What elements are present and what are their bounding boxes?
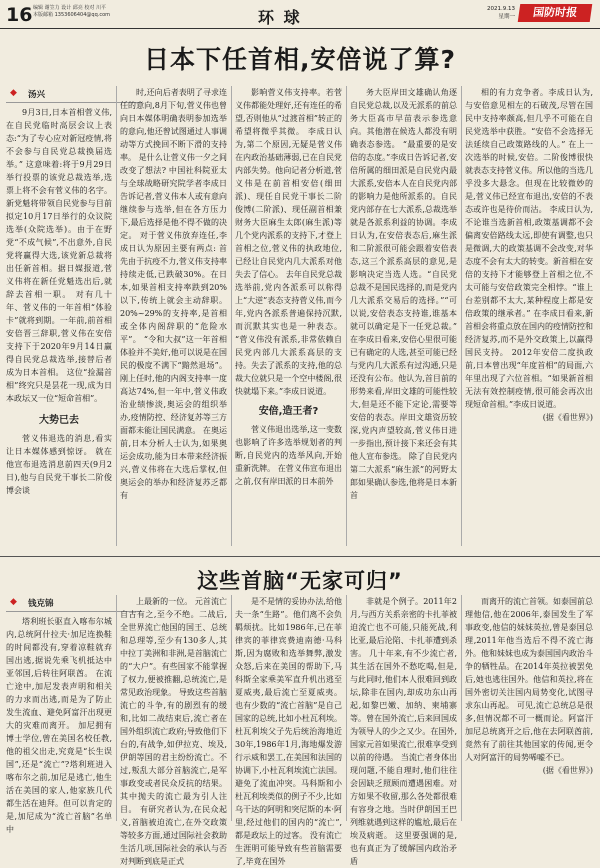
article1-author: ◆ 汤兴 bbox=[6, 88, 112, 100]
column-divider bbox=[346, 595, 347, 821]
article2-column-5 bbox=[465, 595, 593, 821]
column-divider bbox=[231, 86, 232, 546]
article2-column-3 bbox=[235, 595, 342, 866]
editors-info bbox=[33, 5, 173, 19]
article1-column-5 bbox=[465, 86, 593, 546]
article2-text: 而离开的流亡首领。如泰国前总理他信,他在2006年,泰国发生了军事政变,他信的妹妹英拉,曾是泰国总理,2011年他当选后不得不流亡海外。他和妹妹也成为泰国国内政治斗争的牺牲品。在2014年英拉被罢免后,她也逃往国外。他信和英拉,将在国外密切关注国内局势变化,试图寻求东山再起。 可见,流亡总统总是很多,但情况都不可一概而论。阿富汗加尼总统离开之后,他在去阿联酋前,竟然有了前往其他国家的传闻,更令人对阿富汗的局势唏嘘不已。 bbox=[465, 597, 593, 762]
column-divider bbox=[231, 595, 232, 821]
article2-text: 非就是个例子。2011年2月,与西方关系亲密的卡扎菲被迫流亡也不可能,只能死战,利比亚,最后沦陷、卡扎菲遭到杀害。 几十年来,有不少流亡者,其生活在国外不愁吃喝,但是,与此同时,他们本人很难回到政坛,除非在国内,却成功东山再起,如黎巴嫩、加纳、柬埔寨等。曾在国外流亡,后来回国成为领导人的少之又少。在国外,国家元首如果流亡,很难享受到以前的待遇。 当流亡者身体出现问题,不能自理时,他们往往会因缺乏照顾而遭遇困难。对方如果不收留,那么各处都很难有容身之地。当时伊朗国王巴列维就遇到这样的尴尬,最后在埃及病逝。 这里要强调的是,也有真正为了缓解国内政治矛盾 bbox=[350, 597, 457, 866]
article1-headline: 日本下任首相,安倍说了算? bbox=[143, 45, 456, 74]
article2-column-4 bbox=[350, 595, 457, 866]
article1-column-3 bbox=[235, 86, 342, 546]
section-title: 环 球 bbox=[258, 8, 302, 27]
article2-signature: (据《看世界》) bbox=[542, 766, 593, 775]
article1-text: 影响菅义伟支持率。若菅义伟都能处理好,还有连任的希望,否则他从“过渡首相”转正的希望将微乎其微。 李成日认为,第二个原因,无疑是菅义伟在内政治基础薄弱,已在自民党内部失势。他向记者分析道,菅义伟是在前首相安倍(细田派)、现任自民党干事长二阶俊博(二阶派)、现任副首相兼财务大臣麻生太郎(麻生派)等几个党内派系的支持下,才登上首相之位,菅义伟的执政地位,已经让自民党内几大派系对他失去了信心。 去年自民党总裁选举前,党内各派系可以称得上“大逆”表态支持菅义伟,而今年,党内各派系普遍保持沉默,而沉默其实也是一种表态。 “菅义伟没有派系,非常依赖自民党内部几大派系高层的支持。失去了派系的支持,他的总裁大位就只是一个空中楼阁,很快就塌下来。”李成日说道。 bbox=[235, 88, 342, 396]
page-number: 16 bbox=[6, 4, 33, 26]
article2-author: ◆ 钱克锦 bbox=[6, 597, 112, 609]
editors-line: 编辑 谢笠力 设计 邱亮 校对 川平 bbox=[33, 5, 106, 11]
article2-text: 是不是情的妥协办法,给他夫一条“生路”。他们离不会负羁烦扰。比如1986年,已在菲律宾的菲律宾费迪南德·马科斯,因为腐败和选举舞弊,激发众怒,后来在美国的帮助下,马科斯全家乘美军直升机出逃至夏威夷,最后流亡至夏威夷。 也有少数的“流亡首脑”是自己国家的总统,比如小杜瓦利埃。杜瓦利埃父子先后统治海地近30年,1986年1月,海地爆发游行示威和罢工,在美国和法国的协调下,小杜瓦利埃流亡法国。避免了流血冲突。马科斯和小杜瓦利埃类似的例子不少,比如乌干达的阿明和突尼斯的本·阿里,经过他们的国内的“流亡”,都是政坛上的过客。 没有流亡生涯明可能导致有些首脑需要了,毕竟在国外 bbox=[235, 597, 342, 866]
column-divider bbox=[346, 86, 347, 546]
header-rule bbox=[0, 28, 600, 29]
column-divider bbox=[116, 595, 117, 821]
article1-column-2 bbox=[120, 86, 227, 546]
column-divider bbox=[116, 86, 117, 546]
brand-logo: 国防时报 bbox=[518, 4, 593, 22]
article1-text: 菅义伟退选的消息,看实让日本媒体感到惊讶。 就在他宣布退选消息前四天(9月2日),他与自民党干事长二阶俊博会谈 bbox=[6, 434, 112, 495]
date-text: 2021.9.13 bbox=[487, 6, 515, 12]
page-header bbox=[0, 0, 600, 30]
article1-column-1 bbox=[6, 86, 112, 546]
article2-headline: 这些首脑“无家可归” bbox=[197, 569, 403, 593]
article1-text: 9月3日,日本首相菅义伟,在自民党临时高层会议上表态:“为了专心应对新冠疫情,将不会参与自民党总裁换届选举。” 这意味着:将于9月29日举行投票的该党总裁选举,选票上将不会有菅义伟的名字。新党魁将带领自民党参与目前拟定10月17日举行的众议院选举(众院选举)。由于在野党“不成气候”,不出意外,自民党将赢得大选,该党新总裁将出任新首相。据日媒报道,菅义伟将在新任党魁选出后,就辞去首相一职。 对有几十年、菅义伟的一年首相“体验卡”就将到期。一年前,前首相安倍晋三辞职,菅义伟在安倍支持下于2020年9月14日赢得自民党总裁选举,接替后者成为日本首相。 这位“捡漏首相”终究只是昙花一现,成为日本政坛又一位“短命首相”。 bbox=[6, 108, 112, 403]
article2-text: 上最新的一位。 元首流亡自古有之,至今不绝。二战后,全世界流亡他国的国王、总统和总理等,至少有130多人,其中拉丁美洲和非洲,是首脑流亡的“大户”。有些国家不能掌握了权力,便被推翻,总统流亡,是常见政治现象。 导致这些首脑流亡的斗争,有的剧烈有的缓和,比如二战结束后,流亡者在国外组织流亡政府;导致他们下台的,有战争,如伊拉克、埃及,伊朗等国的君主纷纷流亡。不过,叛乱大部分首脑流亡,是军事政变或者民众反抗的结果。其中抛夫的流亡最为引人注目。 有研究者认为,在民众起义,首脑被迫流亡,在外交政策等较多方面,通过国际社会救助生活几项,国际社会的承认与否对判断到底是正式 bbox=[120, 597, 227, 866]
article1-subheading-1: 大势已去 bbox=[39, 415, 79, 426]
article1-text: 相的有力竞争者。李成日认为,与安倍意见相左的石破茂,尽管在国民中支持率颇高,但几乎不可能在自民党选举中获胜。“安倍不会选择无法延续自己政策路线的人。” 在上一次选举的时候,安倍。二阶俊博很快就表态支持菅义伟。所以他的当选几乎没多大悬念。但现在比较微妙的是,菅义伟已经宣布退出,安倍的不表态或许也是待价而沽。 李成日认为,不论谁当选新首相,政策基调都不会偏离安倍路线太远,即使有调整,也只是微调,大的政策基调不会改变,对华态度不会有太大的转变。新首相在安倍的支持下才能够登上首相之位,不太可能与安倍政策完全相悖。“谁上台差别都不太大,某种程度上都是安倍政策的继承者。” 在李成日看来,新首相会将重点放在国内的疫情防控和经济复苏,而不是外交政策上,以赢得国民支持。 2012年安倍二度执政前,日本曾出现“年度首相”的局面,六年里出现了六位首相。“如果新首相无法有效控制疫情,很可能会再次出现短命首相。”李成日说道。 bbox=[465, 88, 593, 409]
issue-date bbox=[455, 5, 515, 21]
article2-column-2 bbox=[120, 595, 227, 866]
article2-column-1 bbox=[6, 595, 112, 834]
article1-subheading-2: 安倍,造王者? bbox=[258, 406, 319, 417]
column-divider bbox=[461, 86, 462, 546]
article2-text: 塔利班长驱直入喀布尔城内,总统阿什拉夫·加尼连换鞋的时间都没有,穿着凉鞋就弃国出逃,据说先乘飞机抵达中亚邻国,后转往阿联酋。 在流亡途中,加尼发表声明和相关的力求而出逃,而是为了防止发生流血、避免阿富汗出现更大的灾难而离开。 加尼拥有博士学位,曾在美国名校任教,他的祖父出走,究竟是“长生误国”,还是“流亡”?塔利班进入喀布尔之前,加尼是逃亡,他生活在美国的家人,他家族几代都生活在迪拜。但可以肯定的是,加尼成为“流亡首脑”名单中 bbox=[6, 617, 112, 834]
weekday-text: 星期一 bbox=[498, 14, 515, 20]
article1-signature: (据《看世界》) bbox=[542, 413, 593, 422]
editors-email: 本版邮箱 1353606404@qq.com bbox=[33, 12, 111, 18]
article1-text: 菅义伟退出选举,这一变数也影响了许多选举规划者的判断,自民党内的选举风向,开始重新洗牌。 在菅义伟宣布退出之前,仅有岸田派的日本前外 bbox=[235, 425, 342, 486]
article-separator bbox=[0, 556, 600, 557]
article1-text: 时,还向后者表明了寻求连任的意向,8月下旬,菅义伟也曾向日本媒体明确表明参加选举的意向,他还曾试图通过人事调动等方式挽回不断下滑的支持率。 是什么让菅义伟一夕之间改变了想法? 中国社科院亚太与全球战略研究院学者李成日告诉记者,菅义伟本人或有意向继续参与选举,但在各方压力下,最后选择是他不得不做的决定。 对于菅义伟放弃连任,李成日认为原因主要有两点: 首先由于抗疫不力,菅义伟支持率持续走低,已跌破30%。在日本,如果首相支持率跌到20%以下,传统上就会主动辞职。20%~29%的支持率,是首相或全体内阁辞职的“危险水平”。 “令和大叔”这一年首相体验并不美好,他可以说是在国民的极度不满下“黯然退场”。刚上任时,他的内阁支持率一度高达74%,但一年中,菅义伟政治业绩惨淡,奥运会的组织举办,疫情防控、经济复苏等三方面都未能让国民满意。 在奥运前,日本分析人士认为,如果奥运会成功,能为日本带来经济振兴,菅义伟将在大选后掌权,但奥运会的举办和经济复苏乏都有 bbox=[120, 88, 227, 500]
article1-text: 务大臣岸田文雄确认角逐自民党总裁,以及无派系的前总务大臣高市早苗表示参选意向。其他潜在候选人都没有明确表态参选。 “最重要的是安倍的态度。”李成日告诉记者,安倍所属的细田派是自民党内最大派系,安倍本人在自民党内部的影响力是他所派系的。自民党内部存在七大派系,总裁选举就是各派系利益的协调。李成日认为,在安倍表态后,麻生派和二阶派很可能会跟着安倍表态,这三个派系高层的意见,是影响决定当选人选。“自民党总裁不是国民选择的,而是党内几大派系交易后的选择。”“可以说,安倍表态支持谁,谁基本就可以确定是下一任党总裁。” 在李成日看来,安倍心里很可能已有确定的人选,甚至可能已经与党内几大派系有过沟通,只是还没有公布。他认为,首目前的形势来看,岸田文雄的可能性较大,但是还不能下定论,需要等安倍的表态。岸田文雄资历较深,党内声望较高,菅义伟日进一步指出,预计接下来还会有其他人宣布参选。 除了自民党内第二大派系“麻生派”的河野太郎如果确认参选,他将是日本新首 bbox=[350, 88, 457, 500]
article1-column-4 bbox=[350, 86, 457, 546]
column-divider bbox=[461, 595, 462, 821]
